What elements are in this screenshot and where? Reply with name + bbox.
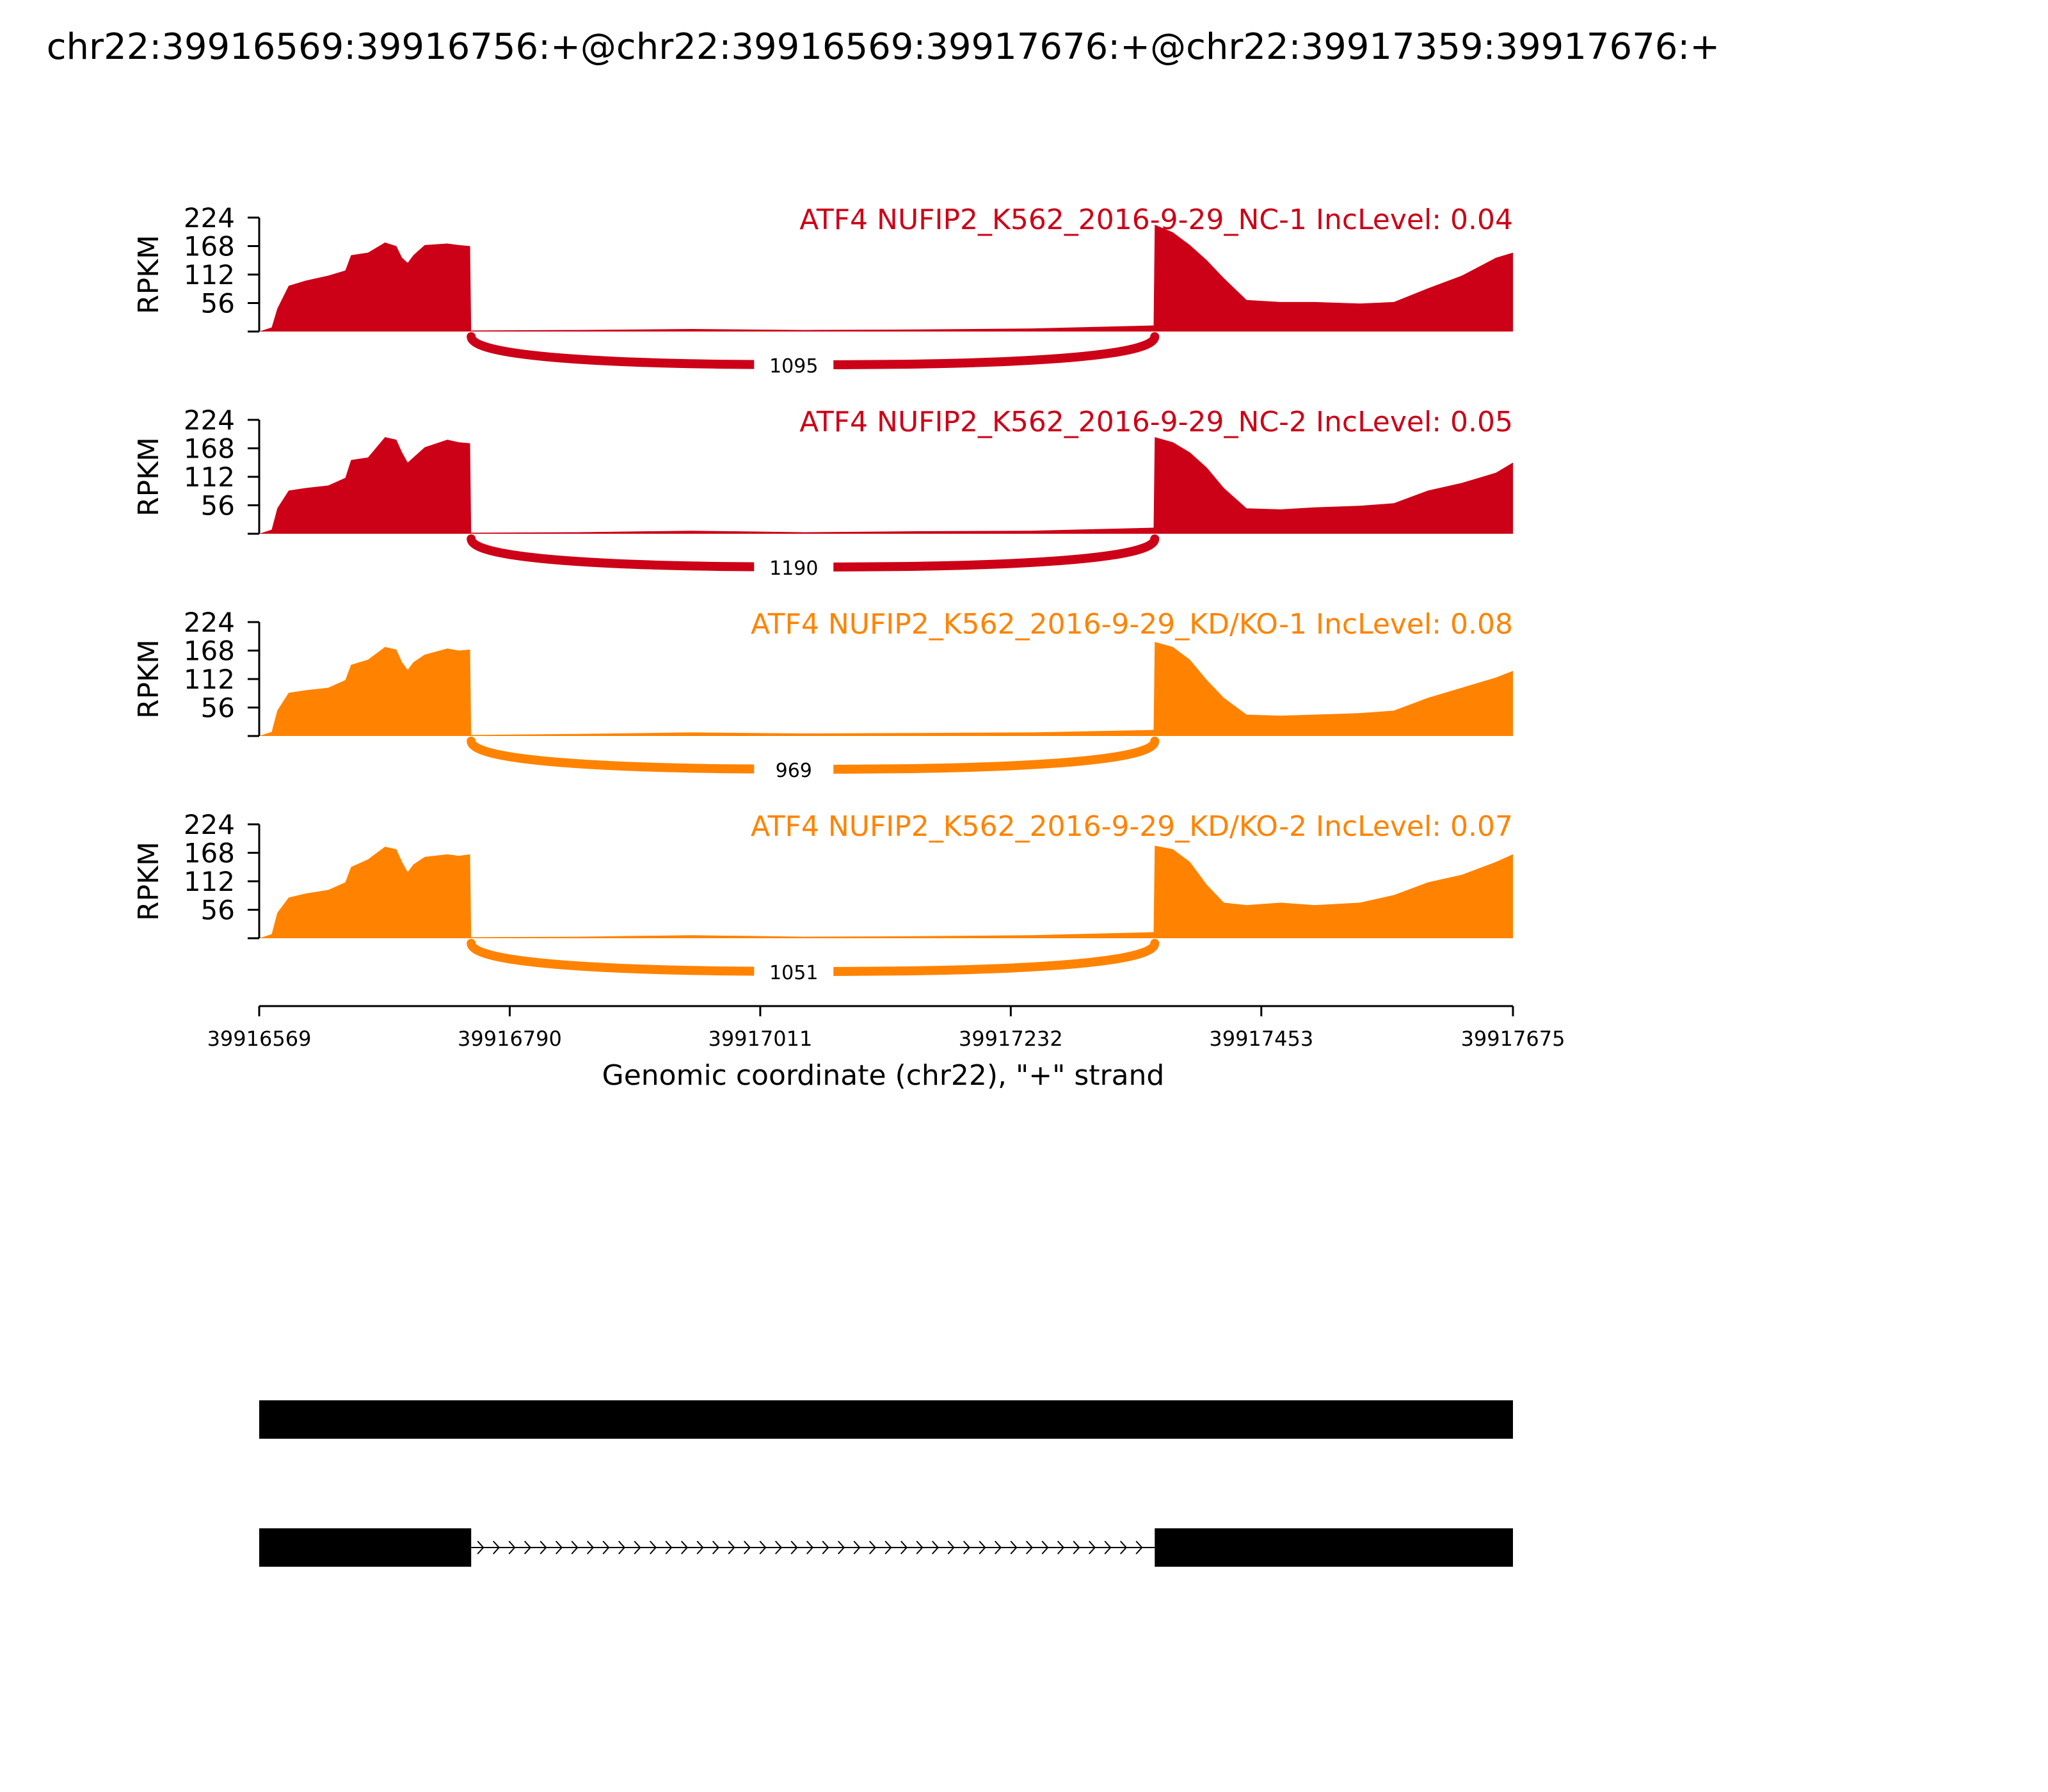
y-tick-label: 112 bbox=[183, 866, 235, 897]
y-tick-label: 56 bbox=[200, 490, 235, 522]
coverage-area bbox=[259, 642, 1513, 736]
y-axis-label: RPKM bbox=[132, 235, 165, 314]
transcript-model bbox=[259, 1400, 1513, 1439]
y-axis-label: RPKM bbox=[132, 437, 165, 516]
x-axis-label: Genomic coordinate (chr22), "+" strand bbox=[602, 1059, 1165, 1092]
coverage-area bbox=[259, 845, 1513, 938]
y-tick-label: 224 bbox=[183, 202, 235, 234]
transcript-models bbox=[259, 1400, 1513, 1567]
y-tick-label: 56 bbox=[200, 287, 235, 319]
x-tick-label: 39917011 bbox=[708, 1027, 813, 1051]
coverage-tracks bbox=[132, 202, 1513, 987]
coverage-area bbox=[259, 437, 1513, 534]
x-tick-label: 39916790 bbox=[458, 1027, 562, 1051]
y-tick-label: 224 bbox=[183, 607, 235, 638]
y-tick-label: 112 bbox=[183, 664, 235, 695]
y-tick-label: 56 bbox=[200, 692, 235, 724]
y-tick-label: 224 bbox=[183, 809, 235, 840]
junction-count-label: 1190 bbox=[769, 557, 819, 580]
y-axis-label: RPKM bbox=[132, 639, 165, 719]
coverage-track bbox=[132, 809, 1513, 987]
x-tick-label: 39916569 bbox=[207, 1027, 312, 1051]
transcript-model bbox=[259, 1528, 1513, 1567]
y-tick-label: 168 bbox=[183, 230, 235, 262]
x-tick-label: 39917232 bbox=[958, 1027, 1063, 1051]
y-tick-label: 168 bbox=[183, 635, 235, 667]
junction-count-label: 1051 bbox=[769, 962, 819, 984]
x-axis bbox=[207, 1006, 1565, 1051]
track-label: ATF4 NUFIP2_K562_2016-9-29_KD/KO-2 IncLevel: 0.07 bbox=[750, 810, 1513, 843]
y-tick-label: 112 bbox=[183, 461, 235, 493]
coverage-track bbox=[132, 202, 1513, 380]
exon-block bbox=[259, 1400, 1513, 1439]
junction-count-label: 969 bbox=[775, 760, 812, 782]
chart-title: chr22:39916569:39916756:+@chr22:39916569:39917676:+@chr22:39917359:39917676:+ bbox=[46, 26, 1720, 68]
junction-count-label: 1095 bbox=[769, 355, 819, 378]
coverage-track bbox=[132, 607, 1513, 785]
coverage-area bbox=[259, 225, 1513, 332]
track-label: ATF4 NUFIP2_K562_2016-9-29_NC-1 IncLevel: 0.04 bbox=[799, 204, 1513, 236]
x-tick-label: 39917675 bbox=[1460, 1027, 1565, 1051]
y-axis-label: RPKM bbox=[132, 842, 165, 921]
y-tick-label: 56 bbox=[200, 894, 235, 926]
coverage-track bbox=[132, 404, 1513, 582]
y-tick-label: 168 bbox=[183, 837, 235, 869]
x-tick-label: 39917453 bbox=[1209, 1027, 1314, 1051]
y-tick-label: 168 bbox=[183, 433, 235, 465]
track-label: ATF4 NUFIP2_K562_2016-9-29_KD/KO-1 IncLevel: 0.08 bbox=[750, 608, 1513, 641]
y-tick-label: 224 bbox=[183, 404, 235, 436]
exon-block bbox=[1155, 1528, 1513, 1567]
track-label: ATF4 NUFIP2_K562_2016-9-29_NC-2 IncLevel: 0.05 bbox=[799, 406, 1513, 438]
exon-block bbox=[259, 1528, 471, 1567]
y-tick-label: 112 bbox=[183, 259, 235, 291]
